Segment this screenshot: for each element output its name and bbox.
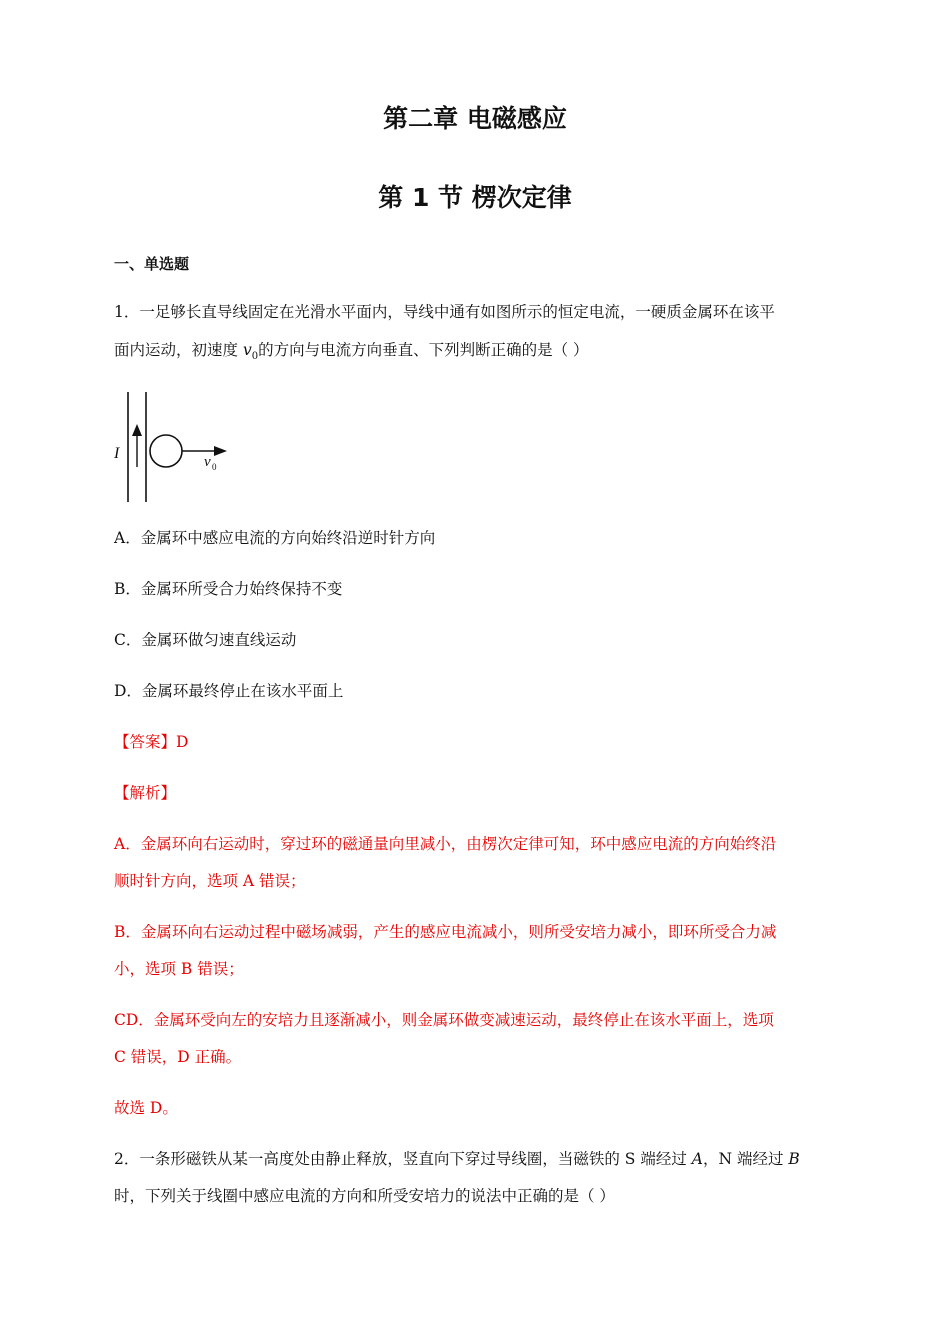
q1-option-b: B．金属环所受合力始终保持不变: [114, 580, 343, 598]
answer-tag: 【答案】: [114, 733, 177, 751]
part-heading: 一、单选题: [114, 255, 190, 273]
q1-stem-line2: [114, 340, 589, 367]
q1-option-a: A．金属环中感应电流的方向始终沿逆时针方向: [114, 529, 436, 547]
analysis-line-6: C 错误，D 正确。: [114, 1048, 242, 1066]
velocity-label-subscript: 0: [212, 462, 217, 472]
current-label: I: [114, 445, 120, 462]
metal-ring: [150, 435, 182, 467]
q1-option-d: D．金属环最终停止在该水平面上: [114, 682, 344, 700]
velocity-label: v: [204, 454, 211, 470]
analysis-line-1: A．金属环向右运动时，穿过环的磁通量向里减小，由楞次定律可知，环中感应电流的方向始终沿: [114, 835, 777, 853]
point-a-label: A: [691, 1150, 703, 1168]
velocity-symbol: v: [242, 341, 252, 359]
q1-stem-text-b: 的方向与电流方向垂直、下列判断正确的是（ ）: [258, 341, 589, 359]
analysis-line-5: CD．金属环受向左的安培力且逐渐减小，则金属环做变减速运动，最终停止在该水平面上，选项: [114, 1011, 774, 1029]
current-arrowhead: [132, 424, 142, 436]
answer-value: D: [176, 733, 189, 751]
q2-stem-line2: 时，下列关于线圈中感应电流的方向和所受安培力的说法中正确的是（ ）: [114, 1187, 615, 1205]
section-title: 第 1 节 楞次定律: [378, 183, 572, 212]
analysis-line-3: B．金属环向右运动过程中磁场减弱，产生的感应电流减小，则所受安培力减小，即环所受合力减: [114, 923, 777, 941]
point-b-label: B: [788, 1150, 800, 1168]
analysis-line-2: 顺时针方向，选项 A 错误；: [114, 872, 306, 890]
wire-ring-figure: [108, 392, 238, 504]
analysis-conclusion: 故选 D。: [114, 1099, 178, 1117]
q2-stem-text-b: ，N 端经过: [702, 1150, 789, 1168]
q2-stem-text-a: 2．一条形磁铁从某一高度处由静止释放，竖直向下穿过导线圈，当磁铁的 S 端经过: [114, 1150, 692, 1168]
q1-stem-text-a: 面内运动，初速度: [114, 341, 243, 359]
velocity-subscript: 0: [251, 351, 259, 363]
velocity-arrowhead: [214, 446, 227, 456]
q1-answer: [114, 732, 188, 752]
analysis-tag: 【解析】: [114, 784, 177, 802]
chapter-title: 第二章 电磁感应: [383, 104, 567, 133]
analysis-line-4: 小，选项 B 错误；: [114, 960, 244, 978]
q2-stem-line1: [114, 1149, 800, 1169]
q1-stem-line1: 1．一足够长直导线固定在光滑水平面内，导线中通有如图所示的恒定电流，一硬质金属环在该平: [114, 303, 775, 321]
q1-option-c: C．金属环做匀速直线运动: [114, 631, 297, 649]
